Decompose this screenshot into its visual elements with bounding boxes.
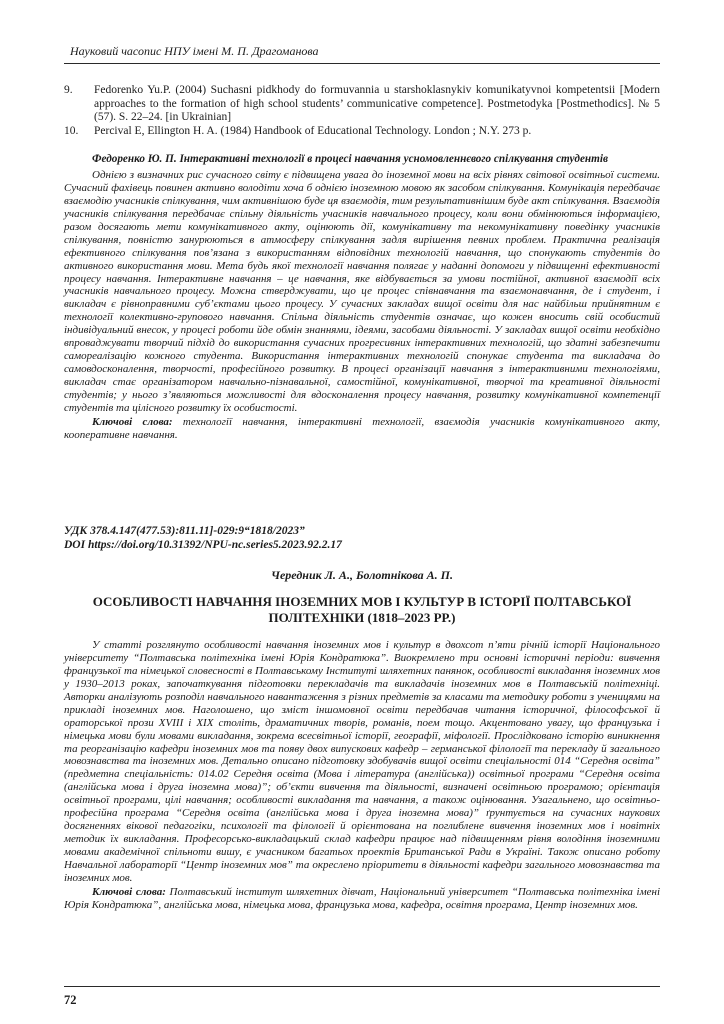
udk-line: УДК 378.4.147(477.53):811.11]-029:9“1818/2023” (64, 524, 305, 537)
reference-text: Percival E, Ellington H. A. (1984) Handbook of Educational Technology. London ; N.Y. 273 p. (94, 124, 532, 137)
doi-line: DOI https://doi.org/10.31392/NPU-nc.series5.2023.92.2.17 (64, 538, 342, 551)
abstract-text: У статті розглянуто особливості навчання іноземних мов і культур в двохсот п’яти річній історії Національного університету “Полтавська політехніка імені Юрія Кондратюка”. Виокремлено три основні історичні періоди: вивчення французької та німецької словесності в Полтавському Інституті шляхетних панянок, особливості викладання іноземних мов у 1930–2013 роках, започаткування підготовки перекладачів та викладачів іноземних мов в Полтавській політехніці. Авторки аналізують розподіл навчального навантаження з різних предметів за класами та методику роботи з ученицями на прикладі іноземних мов. Наголошено, що зміст іншомовної освіти передбачав читання історичної, філософської й ораторської прози XVIII і XIX століть, драматичних творів, романів, поем тощо. Акцентовано увагу, що французька і німецька мови були мовами викладання, зокрема всесвітньої історії, географії, міфології. Прослідковано історію виникнення та реорганізацію кафедри іноземних мов та появу двох випускових кафедр – германської філології та перекладу й загального мовознавства та іноземних мов. Детально описано підготовку здобувачів вищої освіти спеціальності 014 “Середня освіта” (предметна спеціальність: 014.02 Середня освіта (Мова і література (англійська)) освітньої програми “Середня освіта (англійська мова і друга іноземна мова)”; об’єкти вивчення та діяльності, визначені освітньою програмою; орієнтація освітньої програми, цілі навчання; особливості викладання та навчання, а також оцінювання. Узагальнено, що освітньо-професійна програма “Середня освіта (англійська мова і друга іноземна мова)” ґрунтується на сучасних наукових досягненнях вікової педагогіки, психології та філології й орієнтована на поглиблене вивчення іноземних мов і новітніх методик їх викладання. Професорсько-викладацький склад кафедри працює над підвищенням рівня володіння іноземними мовами академічної спільноти вишу, є учасником багатьох проектів Британської Ради в Україні. Також описано роботу Навчальної лабораторії “Центр іноземних мов” та окреслено пріоритети в діяльності кафедри загального мовознавства та іноземних мов. (64, 638, 660, 885)
keywords-label: Ключові слова: (92, 886, 166, 898)
keywords-paragraph (64, 416, 660, 442)
reference-text: Fedorenko Yu.P. (2004) Suchasni pidkhody do formuvannia u starshoklasnykiv komunikatyvnoi kompetentsii [Modern approaches to the formation of high school students’ communicative competence]. Postmetodyka [Postmethodics]. № 5 (57). S. 22–24. [in Ukrainian] (94, 84, 660, 124)
running-head (64, 44, 660, 64)
keywords-text: Полтавський інститут шляхетних дівчат, Національний університет “Полтавська політехніка імені Юрія Кондратюка”, англійська мова, німецька мова, французька мова, кафедра, освітня програма, Центр іноземних мов. (64, 886, 661, 911)
reference-item (64, 125, 660, 139)
page-number: 72 (64, 993, 77, 1007)
keywords-label: Ключові слова: (92, 415, 173, 428)
article-title: ОСОБЛИВОСТІ НАВЧАННЯ ІНОЗЕМНИХ МОВ І КУЛЬТУР В ІСТОРІЇ ПОЛТАВСЬКОЇ ПОЛІТЕХНІКИ (1818–2023 РР.) (92, 593, 632, 625)
page-footer (64, 986, 660, 1008)
reference-number: 10. (64, 124, 79, 137)
authors-line: Чередник Л. А., Болотнікова А. П. (271, 567, 453, 582)
abstract-heading-ukrainian: Федоренко Ю. П. Інтерактивні технології в процесі навчання усномовленнєвого спілкування студентів (92, 153, 608, 166)
udk-doi-block (64, 524, 660, 552)
journal-title: Науковий часопис НПУ імені М. П. Драгоманова (70, 44, 319, 58)
keywords-paragraph (64, 886, 660, 912)
second-abstract-block (64, 639, 660, 912)
reference-number: 9. (64, 84, 73, 96)
reference-item (64, 84, 660, 125)
keywords-text: технології навчання, інтерактивні технології, взаємодія учасників комунікативного акту, кооперативне навчання. (64, 415, 660, 441)
abstract-text: Однією з визначних рис сучасного світу є підвищена увага до іноземної мови на всіх рівнях світової освітньої системи. Сучасний фахівець повинен активно володіти хоча б однією іноземною мовою як засобом спілкування. Комунікація передбачає взаємодію учасників спілкування, чим активнішою буде ця взаємодія, тим результативнішим буде акт спілкування. Взаємодія учасників спілкування передбачає спільну діяльність учасників навчального процесу, коли вони обмінюються інформацією, разом досягають мети комунікативного акту, оцінюють дії, комунікативну та некомунікативну поведінку учасників спілкування, повністю занурюються в атмосферу спілкування задля вирішення певних проблем. Практична реалізація ефективного спілкування пов’язана з використанням відповідних технологій навчання, що спонукають студентів до активного використання мови. Мета будь якої технології навчання полягає у наданні допомоги у підвищенні ефективності процесу навчання. Інтерактивне навчання – це навчання, яке відбувається за умови постійної, активної взаємодії всіх учасників навчального процесу. Можна стверджувати, що це процес співнавчання та взаємонавчання, де і студент, і викладач є рівноправними суб’єктами цього процесу. У сучасних закладах вищої освіти для нас найбільш прийнятним є технології колективно-групового навчання. Спільна діяльність студентів означає, що кожен вносить свій особистий індивідуальний внесок, у процесі роботи йде обмін знаннями, ідеями, засобами діяльності. У закладах вищої освіти необхідно впроваджувати творчий підхід до використання сучасних прогресивних інтерактивних технологій, що здатні забезпечити самореалізацію кожного студента. Використання інтерактивних технологій спонукає студента та викладача до самовдосконалення, творчості, професійного розвитку. В процесі організації навчання з інтерактивними технологіями, викладач стає організатором навчально-пізнавальної, самостійної, комунікативної, творчої та креативної діяльності студентів; у нього з’являються можливості для вдосконалення процесу навчання, розвитку комунікативної компетенції студентів та цілісного розвитку їх особистості. (64, 168, 660, 415)
reference-list (64, 84, 660, 138)
